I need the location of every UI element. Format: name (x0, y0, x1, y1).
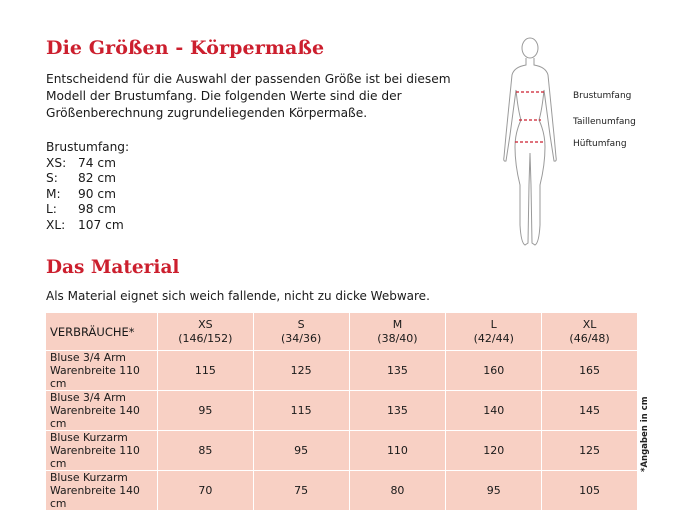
label-waist: Taillenumfang (573, 117, 636, 127)
table-cell: 125 (542, 431, 638, 471)
bust-size-row (46, 218, 129, 234)
size-value: 82 cm (78, 171, 116, 185)
bust-heading: Brustumfang: (46, 140, 130, 154)
row-label: Bluse Kurzarm Warenbreite 140 cm (46, 471, 158, 511)
table-cell: 115 (157, 351, 253, 391)
body-outline-figure (500, 35, 560, 250)
bust-size-row (46, 187, 129, 203)
size-key: M: (46, 186, 61, 201)
size-key: S: (46, 171, 58, 185)
table-row (46, 391, 638, 431)
size-key: XS: (46, 155, 67, 170)
intro-text: Entscheidend für die Auswahl der passenden Größe ist bei diesem Modell der Brustumfang. Die folgenden Werte sind die der Größenberechnung zugrundeliegenden Körpermaße. (46, 72, 451, 120)
body-outline (504, 58, 557, 245)
row-label: Bluse 3/4 Arm Warenbreite 110 cm (46, 351, 158, 391)
size-value: 98 cm (78, 202, 116, 216)
column-header: XL (46/48) (542, 313, 638, 351)
table-cell: 115 (253, 391, 349, 431)
size-value: 107 cm (78, 217, 124, 232)
page-title: Die Größen - Körpermaße (46, 37, 325, 59)
column-header: M (38/40) (349, 313, 446, 351)
row-label: Bluse Kurzarm Warenbreite 110 cm (46, 431, 158, 471)
row-label: Bluse 3/4 Arm Warenbreite 140 cm (46, 391, 158, 431)
table-cell: 165 (542, 351, 638, 391)
table-cell: 120 (446, 431, 542, 471)
table-cell: 135 (349, 391, 446, 431)
table-cell: 80 (349, 471, 446, 511)
column-header: XS (146/152) (157, 313, 253, 351)
table-cell: 75 (253, 471, 349, 511)
table-cell: 95 (446, 471, 542, 511)
column-header: S (34/36) (253, 313, 349, 351)
table-row (46, 431, 638, 471)
size-key: XL: (46, 217, 66, 232)
head-outline (522, 38, 538, 58)
bust-size-row (46, 202, 129, 218)
column-header: L (42/44) (446, 313, 542, 351)
table-cell: 85 (157, 431, 253, 471)
material-heading: Das Material (46, 257, 180, 278)
table-cell: 135 (349, 351, 446, 391)
table-cell: 110 (349, 431, 446, 471)
table-cell: 140 (446, 391, 542, 431)
table-row (46, 471, 638, 511)
bust-size-row (46, 156, 129, 172)
bust-size-list (46, 140, 129, 233)
label-bust: Brustumfang (573, 91, 632, 101)
table-cell: 95 (253, 431, 349, 471)
table-cell: 160 (446, 351, 542, 391)
table-header-row (46, 313, 638, 351)
table-cell: 145 (542, 391, 638, 431)
table-cell: 105 (542, 471, 638, 511)
table-header-label: VERBRÄUCHE* (46, 313, 158, 351)
size-value: 90 cm (78, 186, 116, 201)
size-value: 74 cm (78, 155, 116, 170)
material-text: Als Material eignet sich weich fallende, nicht zu dicke Webware. (46, 289, 430, 303)
table-cell: 125 (253, 351, 349, 391)
table-cell: 95 (157, 391, 253, 431)
label-hip: Hüftumfang (573, 139, 627, 149)
table-row (46, 351, 638, 391)
footnote: *Angaben in cm (640, 396, 650, 472)
size-key: L: (46, 202, 57, 216)
table-cell: 70 (157, 471, 253, 511)
bust-size-row (46, 171, 129, 187)
fabric-consumption-table (45, 312, 638, 511)
